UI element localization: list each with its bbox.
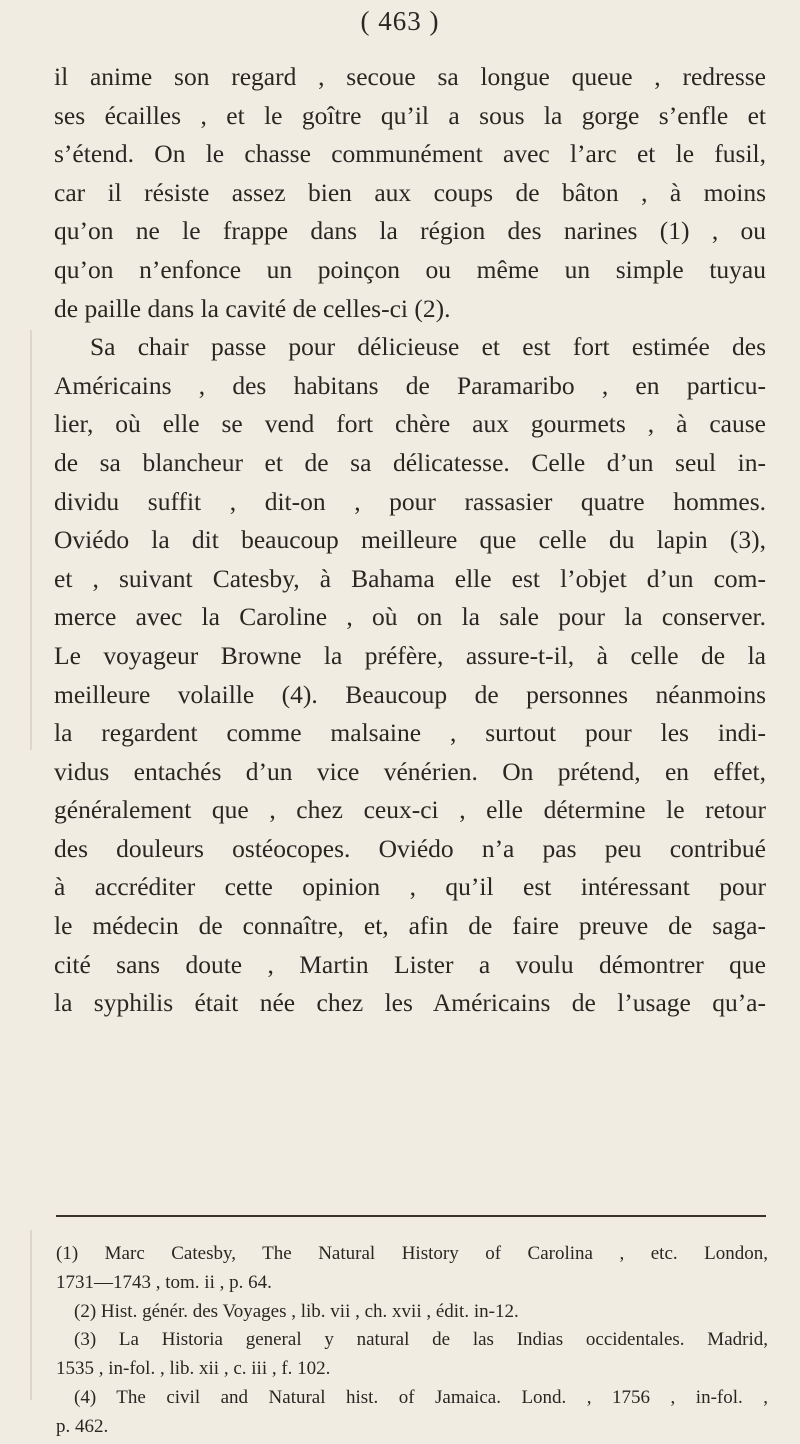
footnote-divider — [56, 1215, 766, 1217]
body-line: à accréditer cette opinion , qu’il est intéressant pour — [54, 872, 766, 902]
footnotes — [56, 1240, 768, 1442]
body-line: la syphilis était née chez les Américains de l’usage qu’a- — [54, 988, 766, 1018]
footnote-line: 1731—1743 , tom. ii , p. 64. — [56, 1271, 272, 1293]
body-line: ses écailles , et le goître qu’il a sous la gorge s’enfle et — [54, 100, 766, 130]
footnote-line: (1) Marc Catesby, The Natural History of Carolina , etc. London, — [56, 1243, 768, 1264]
body-line: Américains , des habitans de Paramaribo , en particu- — [54, 370, 766, 400]
body-line: qu’on n’enfonce un poinçon ou même un simple tuyau — [54, 254, 766, 284]
body-line: Oviédo la dit beaucoup meilleure que celle du lapin (3), — [54, 525, 766, 555]
body-line: et , suivant Catesby, à Bahama elle est l’objet d’un com- — [54, 563, 766, 593]
page-number: ( 463 ) — [360, 6, 440, 36]
body-line: des douleurs ostéocopes. Oviédo n’a pas peu contribué — [54, 833, 766, 863]
body-line: la regardent comme malsaine , surtout pour les indi- — [54, 718, 766, 748]
body-line: Le voyageur Browne la préfère, assure-t-il, à celle de la — [54, 640, 766, 670]
body-line: lier, où elle se vend fort chère aux gourmets , à cause — [54, 409, 766, 439]
body-line: s’étend. On le chasse communément avec l’arc et le fusil, — [54, 139, 766, 169]
body-line: il anime son regard , secoue sa longue queue , redresse — [54, 62, 766, 91]
body-text — [54, 58, 766, 1023]
body-line: meilleure volaille (4). Beaucoup de personnes néanmoins — [54, 679, 766, 709]
body-line: cité sans doute , Martin Lister a voulu démontrer que — [54, 949, 766, 979]
body-line: car il résiste assez bien aux coups de bâton , à moins — [54, 177, 766, 207]
footnote-line: (3) La Historia general y natural de las Indias occidentales. Madrid, — [74, 1329, 768, 1351]
footnote-line: (2) Hist. génér. des Voyages , lib. vii , ch. xvii , édit. in-12. — [74, 1300, 519, 1322]
footnote-line: 1535 , in-fol. , lib. xii , c. iii , f. 102. — [56, 1358, 331, 1380]
body-line: vidus entachés d’un vice vénérien. On prétend, en effet, — [54, 756, 766, 786]
margin-shadow — [30, 1230, 32, 1400]
body-line: merce avec la Caroline , où on la sale pour la conserver. — [54, 602, 766, 632]
margin-shadow — [30, 330, 32, 750]
body-line: de sa blancheur et de sa délicatesse. Celle d’un seul in- — [54, 447, 766, 477]
footnote-line: p. 462. — [56, 1415, 109, 1437]
footnote-line: (4) The civil and Natural hist. of Jamaica. Lond. , 1756 , in-fol. , — [74, 1386, 768, 1408]
body-line: qu’on ne le frappe dans la région des narines (1) , ou — [54, 216, 766, 246]
body-line: dividu suffit , dit-on , pour rassasier quatre hommes. — [54, 486, 766, 516]
body-line: Sa chair passe pour délicieuse et est fort estimée des — [90, 332, 766, 362]
body-line: de paille dans la cavité de celles-ci (2). — [54, 293, 451, 323]
body-line: le médecin de connaître, et, afin de faire preuve de saga- — [54, 911, 766, 941]
body-line: généralement que , chez ceux-ci , elle détermine le retour — [54, 795, 766, 825]
